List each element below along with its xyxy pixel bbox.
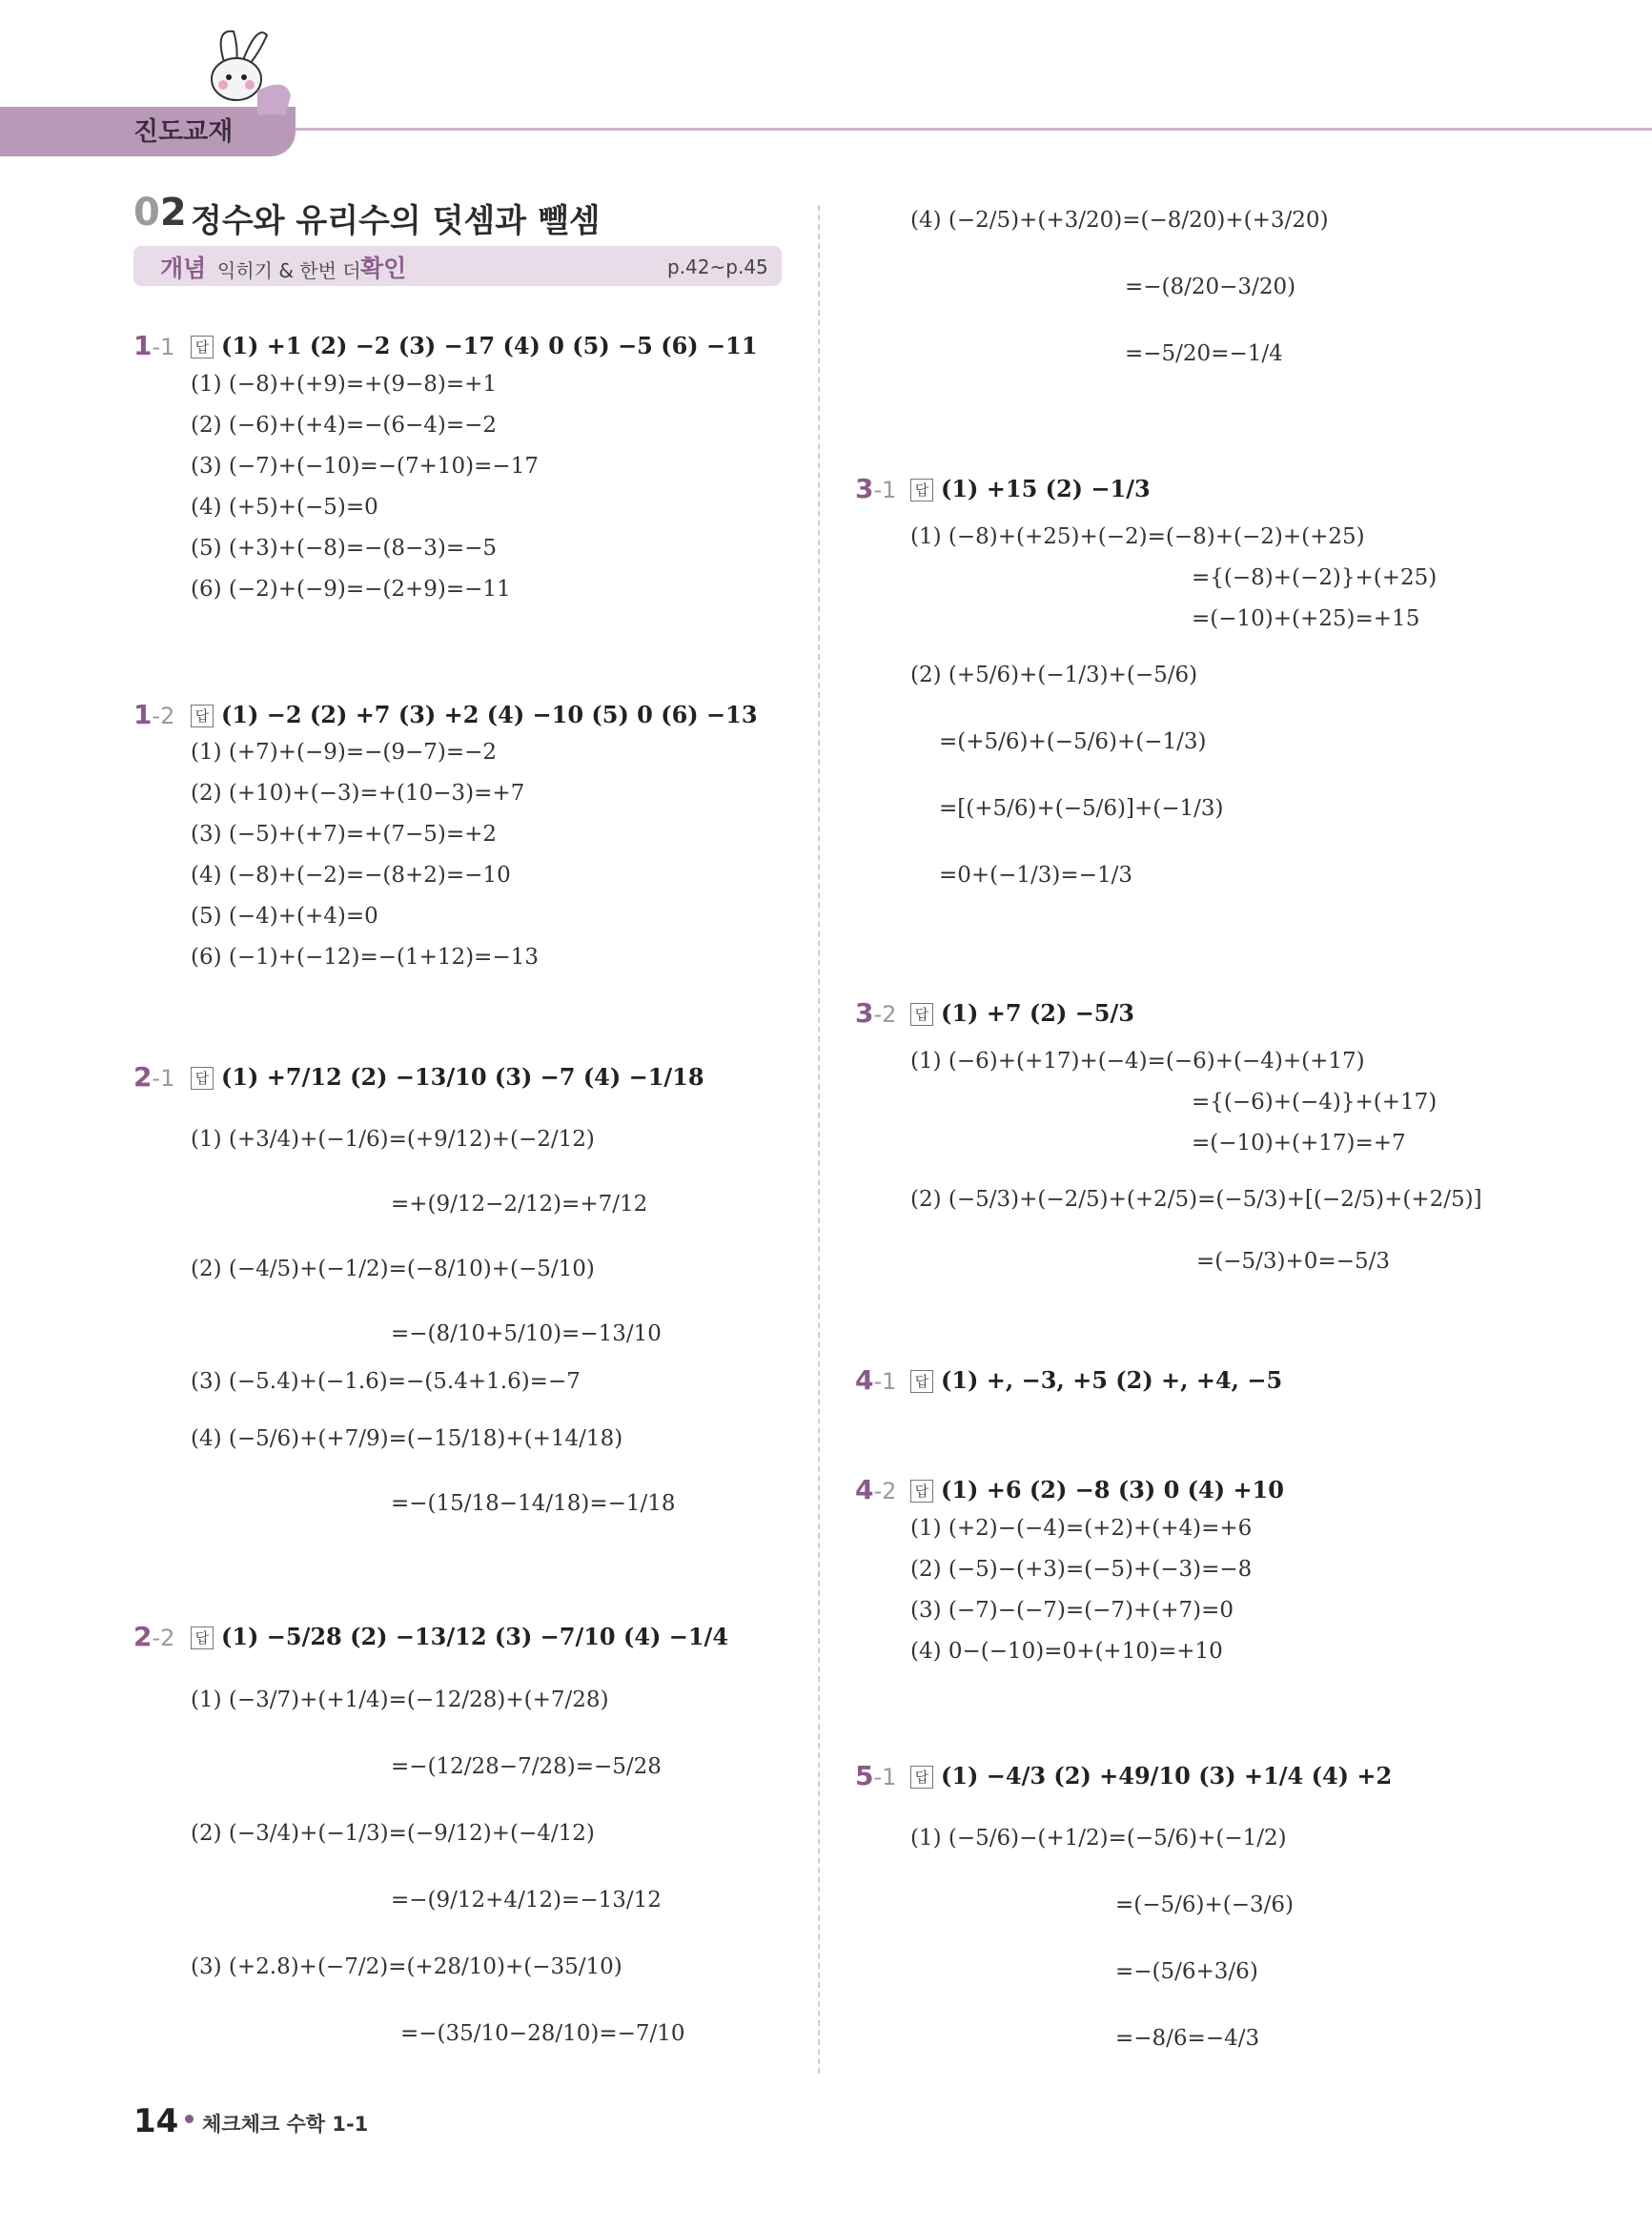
footer-bullet-icon — [185, 2115, 194, 2123]
solution-line: =−(15/18−14/18)=−1/18 — [391, 1491, 676, 1516]
answer-line: 답 (1) −2 (2) +7 (3) +2 (4) −10 (5) 0 (6) −13 — [191, 701, 758, 728]
header-label: 진도교재 — [133, 117, 234, 147]
solution-line: =−(35/10−28/10)=−7/10 — [400, 2021, 685, 2046]
solution-line: (1) (−6)+(+17)+(−4)=(−6)+(−4)+(+17) — [910, 1049, 1365, 1074]
section-number-prefix: 0 — [133, 191, 160, 235]
solution-line: (1) (+7)+(−9)=−(9−7)=−2 — [191, 740, 498, 765]
solution-line: ={(−6)+(−4)}+(+17) — [1192, 1090, 1438, 1115]
solution-line: (4) (−8)+(−2)=−(8+2)=−10 — [191, 863, 511, 888]
answer-mark-icon: 답 — [191, 705, 214, 727]
solution-line: (3) (−5)+(+7)=+(7−5)=+2 — [191, 822, 498, 847]
answer-line: 답 (1) +6 (2) −8 (3) 0 (4) +10 — [910, 1476, 1284, 1504]
answer-mark-icon: 답 — [191, 1067, 214, 1090]
solution-line: =−(8/10+5/10)=−13/10 — [391, 1321, 662, 1346]
concept-word1: 개념 — [160, 255, 207, 282]
solution-line: (1) (+2)−(−4)=(+2)+(+4)=+6 — [910, 1516, 1253, 1541]
solution-line: =(−5/3)+0=−5/3 — [1196, 1249, 1390, 1274]
problem-id: 2-1 — [133, 1061, 175, 1093]
answer-mark-icon: 답 — [910, 1370, 933, 1393]
solution-line: (2) (−4/5)+(−1/2)=(−8/10)+(−5/10) — [191, 1257, 595, 1281]
answer-mark-icon: 답 — [191, 1626, 214, 1649]
solution-line: (4) (−2/5)+(+3/20)=(−8/20)+(+3/20) — [910, 208, 1329, 233]
solution-line: =[(+5/6)+(−5/6)]+(−1/3) — [939, 796, 1224, 821]
solution-line: (3) (+2.8)+(−7/2)=(+28/10)+(−35/10) — [191, 1954, 622, 1979]
solution-line: (4) 0−(−10)=0+(+10)=+10 — [910, 1639, 1223, 1664]
header-rule — [286, 128, 1652, 131]
answer-line: 답 (1) −5/28 (2) −13/12 (3) −7/10 (4) −1/4 — [191, 1623, 728, 1650]
solution-line: (3) (−5.4)+(−1.6)=−(5.4+1.6)=−7 — [191, 1369, 581, 1394]
section-number — [133, 191, 187, 235]
solution-line: =+(9/12−2/12)=+7/12 — [391, 1192, 648, 1217]
solution-line: (1) (+3/4)+(−1/6)=(+9/12)+(−2/12) — [191, 1127, 595, 1152]
concept-mid: 익히기 & 한번 더 — [217, 259, 361, 282]
solution-line: =(−5/6)+(−3/6) — [1115, 1892, 1295, 1917]
answer-line: 답 (1) +1 (2) −2 (3) −17 (4) 0 (5) −5 (6) −11 — [191, 332, 758, 359]
solution-line: (3) (−7)−(−7)=(−7)+(+7)=0 — [910, 1598, 1234, 1623]
answer-line: 답 (1) +, −3, +5 (2) +, +4, −5 — [910, 1366, 1282, 1394]
problem-id: 4-2 — [855, 1474, 897, 1505]
solution-line: (2) (+10)+(−3)=+(10−3)=+7 — [191, 781, 525, 806]
solution-line: (1) (−5/6)−(+1/2)=(−5/6)+(−1/2) — [910, 1826, 1287, 1851]
page-number: 14 — [133, 2102, 179, 2140]
answer-line: 답 (1) +7 (2) −5/3 — [910, 999, 1134, 1027]
solution-line: (2) (−6)+(+4)=−(6−4)=−2 — [191, 413, 498, 438]
answer-line: 답 (1) +7/12 (2) −13/10 (3) −7 (4) −1/18 — [191, 1063, 704, 1091]
solution-line: =(−10)+(+17)=+7 — [1192, 1131, 1406, 1156]
solution-line: =−5/20=−1/4 — [1125, 341, 1283, 366]
answer-mark-icon: 답 — [191, 336, 214, 358]
solution-line: =−(5/6+3/6) — [1115, 1959, 1258, 1984]
problem-id: 2-2 — [133, 1621, 175, 1652]
solution-line: =−8/6=−4/3 — [1115, 2026, 1260, 2051]
solution-line: =0+(−1/3)=−1/3 — [939, 863, 1132, 888]
solution-line: (4) (+5)+(−5)=0 — [191, 495, 378, 520]
solution-line: (2) (−5)−(+3)=(−5)+(−3)=−8 — [910, 1557, 1253, 1582]
solution-line: (4) (−5/6)+(+7/9)=(−15/18)+(+14/18) — [191, 1426, 623, 1451]
solution-line: (6) (−1)+(−12)=−(1+12)=−13 — [191, 945, 539, 970]
solution-line: (1) (−3/7)+(+1/4)=(−12/28)+(+7/28) — [191, 1688, 609, 1712]
concept-word2: 확인 — [360, 255, 407, 282]
solution-line: =(+5/6)+(−5/6)+(−1/3) — [939, 729, 1207, 754]
problem-id: 1-1 — [133, 330, 175, 361]
solution-line: (2) (−5/3)+(−2/5)+(+2/5)=(−5/3)+[(−2/5)+(+2/5)] — [910, 1187, 1482, 1212]
problem-id: 1-2 — [133, 699, 175, 730]
answer-line: 답 (1) +15 (2) −1/3 — [910, 475, 1151, 502]
problem-id: 4-1 — [855, 1364, 897, 1396]
problem-id: 3-2 — [855, 997, 897, 1029]
solution-line: (1) (−8)+(+9)=+(9−8)=+1 — [191, 372, 498, 397]
solution-line: (5) (+3)+(−8)=−(8−3)=−5 — [191, 536, 498, 561]
book-title: 체크체크 수학 1-1 — [202, 2113, 369, 2136]
answer-mark-icon: 답 — [910, 1766, 933, 1789]
answer-mark-icon: 답 — [910, 1003, 933, 1026]
section-title: 정수와 유리수의 덧셈과 뺄셈 — [191, 202, 601, 240]
rabbit-mascot-icon — [191, 24, 296, 114]
solution-line: =−(12/28−7/28)=−5/28 — [391, 1754, 662, 1779]
answer-line: 답 (1) −4/3 (2) +49/10 (3) +1/4 (4) +2 — [910, 1762, 1392, 1790]
solution-line: (5) (−4)+(+4)=0 — [191, 904, 378, 929]
solution-line: (1) (−8)+(+25)+(−2)=(−8)+(−2)+(+25) — [910, 524, 1365, 549]
section-number-main: 2 — [159, 191, 187, 235]
concept-pages: p.42~p.45 — [667, 256, 768, 278]
column-divider — [818, 205, 820, 2074]
solution-line: (3) (−7)+(−10)=−(7+10)=−17 — [191, 454, 539, 479]
problem-id: 3-1 — [855, 473, 897, 504]
answer-mark-icon: 답 — [910, 1480, 933, 1503]
problem-id: 5-1 — [855, 1760, 897, 1791]
solution-line: (2) (−3/4)+(−1/3)=(−9/12)+(−4/12) — [191, 1821, 595, 1846]
solution-line: (2) (+5/6)+(−1/3)+(−5/6) — [910, 663, 1198, 687]
answer-mark-icon: 답 — [910, 479, 933, 501]
solution-line: =−(8/20−3/20) — [1125, 275, 1296, 299]
solution-line: ={(−8)+(−2)}+(+25) — [1192, 565, 1438, 590]
solution-line: =−(9/12+4/12)=−13/12 — [391, 1888, 662, 1913]
solution-line: =(−10)+(+25)=+15 — [1192, 606, 1420, 631]
solution-line: (6) (−2)+(−9)=−(2+9)=−11 — [191, 577, 511, 602]
